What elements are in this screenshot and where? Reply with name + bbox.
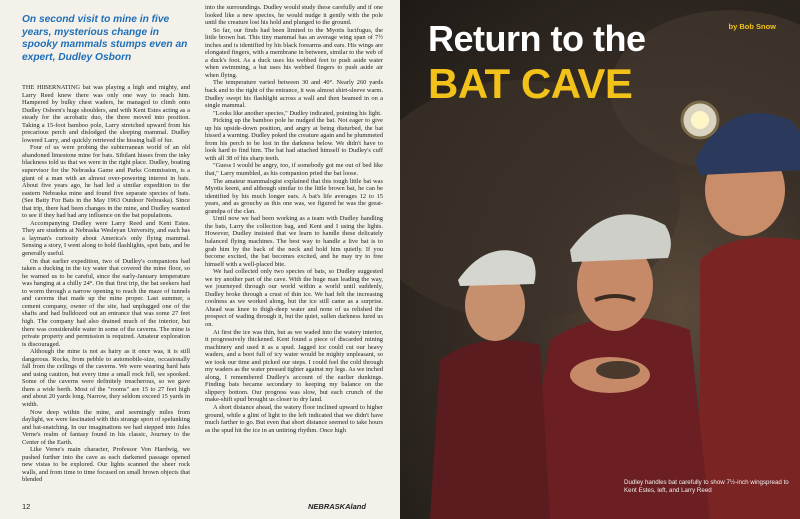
text-column-2 (205, 4, 383, 434)
title-line-2: BAT CAVE (428, 60, 633, 107)
byline: by Bob Snow (728, 22, 776, 31)
paragraph: into the surroundings. Dudley would study these carefully and if one looked like a new species, he would nudge it gently with the pole until the creature lost his hold and plunged to the ground. (205, 4, 383, 27)
paragraph: Accompanying Dudley were Larry Reed and Kent Estes. They are students at Nebraska Wesleyan University, and each has a layman's curiosity about America's only flying mammal. Sensing a story, I went along to hold flashlights, spot bats, and be generally useful. (22, 219, 190, 258)
article-deck: On second visit to mine in five years, mysterious change in spooky mammals stumps even an expert, Dudley Osborn (22, 14, 188, 63)
paragraph: A short distance ahead, the watery floor inclined upward to higher ground, while a glint of light to the left indicated that we didn't have much farther to go. But even that short distance seemed to take hours as the spud hit the ice in an untiring rhythm. Once high (205, 403, 383, 434)
paragraph: Like Verne's main character, Professor Von Hardwig, we pushed further into the cave as each darkened passage opened new vistas to be explored. Our lights scanned the sheer rock walls, and from time to time focused on small brown objects that blended (22, 446, 190, 484)
photo-caption: Dudley handles bat carefully to show 7½-inch wingspread to Kent Estes, left, and Larry Reed (624, 479, 789, 494)
lamp-lens (691, 111, 709, 129)
paragraph: The amateur mammalogist explained that this tough little bat was Myotis keeni, and although similar to the little brown bat, he can be identified by his much longer ears. A bat's life averages 12 to 15 years, and as grouchy as this one was, we figured he was the great-grandpa of the clan. (205, 177, 383, 215)
paragraph: "Looks like another species," Dudley indicated, pointing his light. (213, 109, 382, 117)
paragraph: Four of us were probing the subterranean world of an old abandoned limestone mine for bats. Sibilant hisses from the inky blackness told us that we were in the right place. Dudley, boating supervisor for the Nebraska Game and Parks Commission, is a giant of a man with an almost over-powering interest in bats. About five years ago, he had led a similar expedition to the eastern Nebraska mine and found five separate species of bats. (See Batty For Bats in the May 1963 Outdoor Nebraska). Since that trip, there had been changes in the mine, and Dudley wanted to see if they had had any influence on the bat populations. (22, 144, 190, 220)
page-number: 12 (22, 502, 31, 511)
paragraph: We had collected only two species of bats, so Dudley suggested we try another part of the cave. With the huge man leading the way, we journeyed through our world within a world until suddenly, Dudley broke through a crust of thin ice. We had felt the increasing coolness as we worked along, but the ice still came as a surprise. Ahead was knee to thigh-deep water and none of us relished the prospect of wading through it, but the quiet, sullen darkness lured us on. (205, 268, 383, 328)
paragraph: On that earlier expedition, two of Dudley's companions had taken a ducking in the icy water that covered the mine floor, so he warned us to be careful, since the early-January temperature was hanging at a chilly 24°. On that first trip, the bat seekers had to worm through a narrow opening to reach the maze of tunnels and caverns that made up the mine proper. Last summer, a cement company, owner of the site, had unplugged one of the shafts and had bulldozed out an entrance that was some 27 feet high. The company had also drained much of the interior, but there was considerable water in some of the caverns. The mine is private property and permission is required. Amateur exploration is discouraged. (22, 257, 190, 348)
paragraph: THE HIBERNATING bat was playing a high and mighty, and Larry Reed knew there was only one way to reach him. Hampered by bulky chest waders, he managed to climb onto Dudley Osborn's huge shoulders, and with Kent Estes acting as a steady for the acrobatic duo, the three moved into position. Taking a 15-foot bamboo pole, Larry stretched upward from his precarious perch and dislodged the sleeping mammal. Dudley lowered Larry, and quickly retrieved the hissing ball of fur. (22, 84, 190, 144)
text-column-1 (22, 84, 190, 484)
magazine-name: NEBRASKAland (308, 502, 366, 511)
paragraph: Until now we had been working as a team with Dudley handling the bats, Larry the collection bag, and Kent and I using the lights. However, Dudley insisted that we learn to handle these delicately balanced flying machines. The best way to handle a live bat is to grab him by the back of the neck and hold him quietly. If you become excited, the bat becomes excited, and he may try to free himself with a well-placed bite. (205, 215, 383, 268)
paragraph: Picking up the bamboo pole he nudged the bat. Not eager to give up his upside-down position, and angry at being disturbed, the bat hissed a warning. Dudley poked the creature again and he plummeted from his perch to be lost in the darkness below. We didn't have to look hard to find him. The bat had attached himself to Dudley's cuff with all 38 of his sharp teeth. (205, 117, 383, 162)
title-line-1: Return to the (428, 18, 646, 59)
paragraph: At first the ice was thin, but as we waded into the watery interior, it progressively thickened. Kent found a piece of discarded mining machinery and used it as a spud. Jagged ice could cut our heavy waders, and a boot full of icy water would be mighty unpleasant, so we took our time and picked our steps. I could feel the cold through my waders as the water pressed tighter against my legs. As we inched along, I remembered Dudley's account of the earlier dunkings. Finding bats became secondary to keeping my balance on the slippery bottom. Our progress was slow, but each crunch of the make-shift spud brought us closer to dry land. (205, 328, 384, 404)
paragraph: Although the mine is not as hairy as it once was, it is still dangerous. Rocks, from pebble to automobile-size, occasionally fall from the ceilings of the caverns. We were wearing hard hats and using caution, but every time a small rock fell, we spooked. Some of the caverns were definitely treacherous, so we gave them a wide berth. Most of the "rooms" are 15 to 27 feet high and about 20 yards long. Narrow, they seldom exceed 15 yards in width. (22, 348, 190, 408)
paragraph: Now deep within the mine, and seemingly miles from daylight, we were fascinated with this strange sport of spelunking and bat-snatching. In our imaginations we had stepped into Jules Verne's realm of fantasy found in his classic, Journey to the Center of the Earth. (22, 408, 190, 446)
paragraph: The temperature varied between 30 and 40°. Nearly 260 yards back and to the right of the entrance, it was almost shirt-sleeve warm. Dudley swept his flashlight across a wall and then beamed in on a single mammal. (205, 79, 383, 110)
paragraph: "Guess I would be angry, too, if somebody got me out of bed like that," Larry mumbled, as his companion pried the bat loose. (205, 162, 383, 178)
bat-icon (596, 361, 640, 379)
paragraph: So far, our finds had been limited to the Myotis lucifugus, the little brown bat. This tiny mammal has an average wing span of 7½ inches and is identified by his black forearms and ears. His wings are elongated fingers, with a membrane in between, similar to the web of a duck's foot. As a duck uses his webbed feet to push aside water when swimming, a bat uses his webbed fingers to push aside air when flying. (205, 26, 383, 79)
